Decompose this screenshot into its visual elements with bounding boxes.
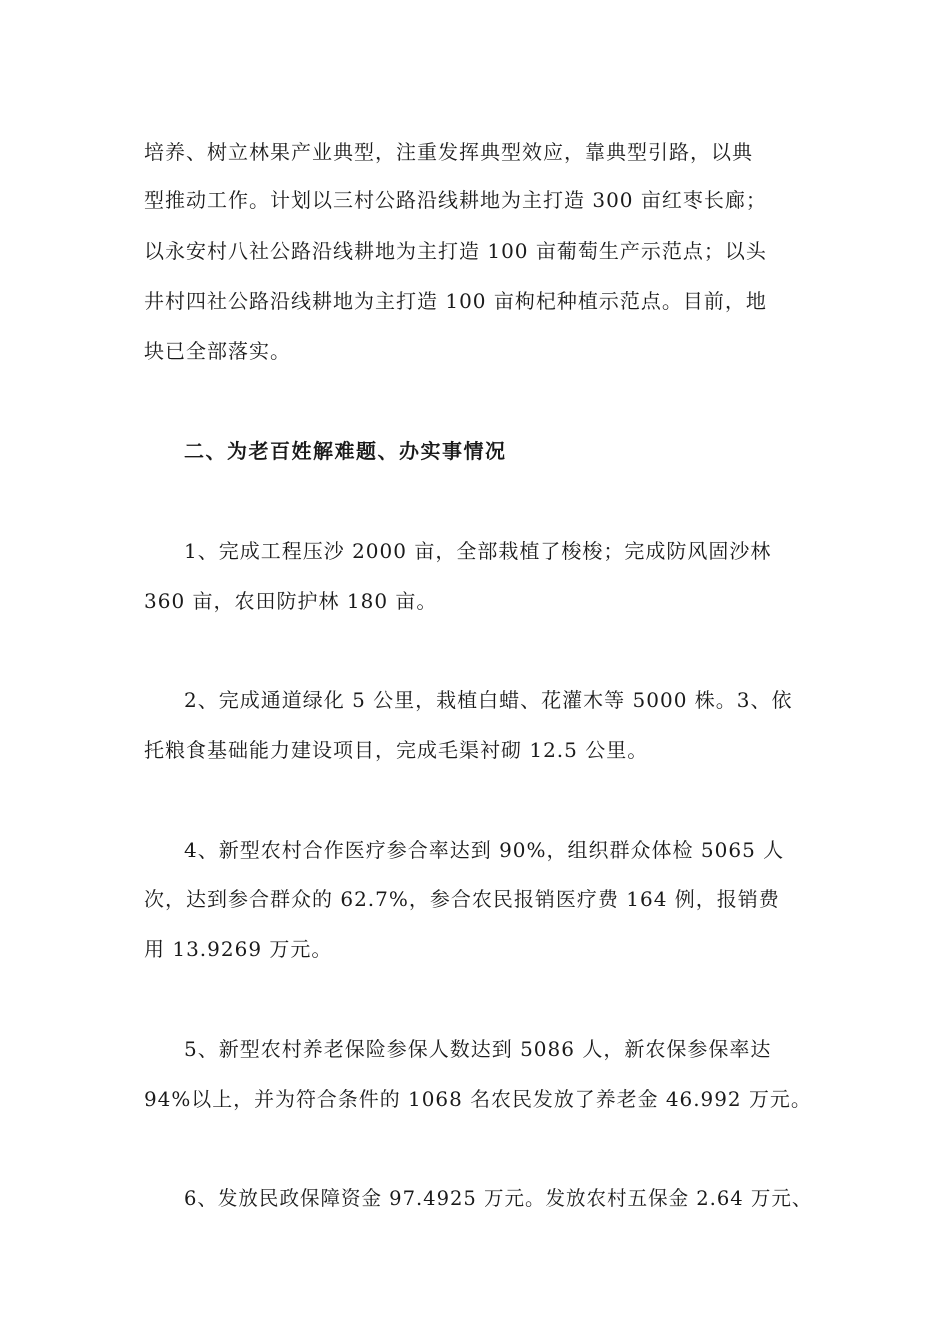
- paragraph-line: 以永安村八社公路沿线耕地为主打造 100 亩葡萄生产示范点；以头: [144, 239, 767, 263]
- paragraph-line: 1、完成工程压沙 2000 亩，全部栽植了梭梭；完成防风固沙林: [184, 539, 772, 563]
- paragraph-line: 4、新型农村合作医疗参合率达到 90%，组织群众体检 5065 人: [184, 838, 785, 862]
- paragraph-line: 型推动工作。计划以三村公路沿线耕地为主打造 300 亩红枣长廊；: [144, 188, 767, 212]
- paragraph-line: 360 亩，农田防护林 180 亩。: [144, 589, 438, 613]
- paragraph-line: 次，达到参合群众的 62.7%，参合农民报销医疗费 164 例，报销费: [144, 887, 780, 911]
- paragraph-line: 块已全部落实。: [144, 339, 291, 363]
- paragraph-line: 井村四社公路沿线耕地为主打造 100 亩枸杞种植示范点。目前，地: [144, 289, 767, 313]
- paragraph-line: 托粮食基础能力建设项目，完成毛渠衬砌 12.5 公里。: [144, 738, 649, 762]
- section-heading: 二、为老百姓解难题、办实事情况: [184, 439, 507, 463]
- paragraph-line: 94%以上，并为符合条件的 1068 名农民发放了养老金 46.992 万元。: [144, 1087, 812, 1111]
- paragraph-line: 6、发放民政保障资金 97.4925 万元。发放农村五保金 2.64 万元、: [184, 1186, 813, 1210]
- paragraph-line: 5、新型农村养老保险参保人数达到 5086 人，新农保参保率达: [184, 1037, 772, 1061]
- paragraph-line: 2、完成通道绿化 5 公里，栽植白蜡、花灌木等 5000 株。3、依: [184, 688, 793, 712]
- paragraph-line: 培养、树立林果产业典型，注重发挥典型效应，靠典型引路，以典: [144, 140, 753, 164]
- paragraph-line: 用 13.9269 万元。: [144, 937, 333, 961]
